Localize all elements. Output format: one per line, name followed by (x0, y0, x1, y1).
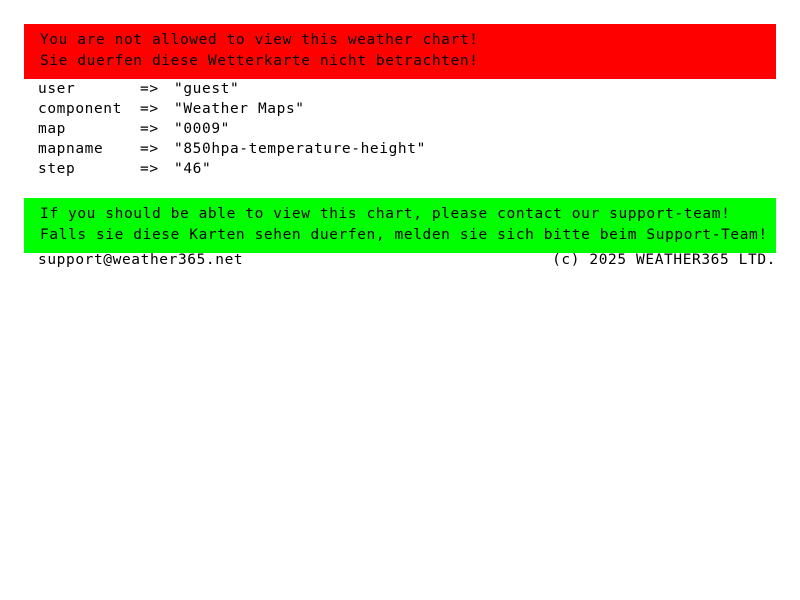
table-row (38, 99, 426, 119)
param-key-component: component (38, 101, 122, 117)
param-value-map: "0009" (174, 121, 230, 137)
footer (38, 250, 776, 270)
param-key-map: map (38, 121, 66, 137)
param-value-mapname: "850hpa-temperature-height" (174, 141, 426, 157)
error-message-english: You are not allowed to view this weather chart! (40, 32, 479, 48)
support-email-link[interactable]: support@weather365.net (38, 252, 244, 268)
table-row (38, 119, 426, 139)
table-row (38, 79, 426, 99)
param-arrow: => (140, 161, 159, 177)
param-arrow: => (140, 101, 159, 117)
support-banner (24, 198, 776, 253)
support-message-german: Falls sie diese Karten sehen duerfen, melden sie sich bitte beim Support-Team! (40, 227, 768, 243)
support-message-english: If you should be able to view this chart, please contact our support-team! (40, 206, 731, 222)
table-row (38, 159, 426, 179)
param-arrow: => (140, 81, 159, 97)
param-value-step: "46" (174, 161, 212, 177)
error-banner (24, 24, 776, 79)
param-value-component: "Weather Maps" (174, 101, 305, 117)
error-message-german: Sie duerfen diese Wetterkarte nicht betrachten! (40, 53, 479, 69)
table-row (38, 139, 426, 159)
param-key-mapname: mapname (38, 141, 104, 157)
param-arrow: => (140, 121, 159, 137)
param-arrow: => (140, 141, 159, 157)
param-key-step: step (38, 161, 76, 177)
parameter-table (38, 79, 426, 179)
param-value-user: "guest" (174, 81, 240, 97)
copyright-notice: (c) 2025 WEATHER365 LTD. (552, 252, 776, 268)
param-key-user: user (38, 81, 76, 97)
